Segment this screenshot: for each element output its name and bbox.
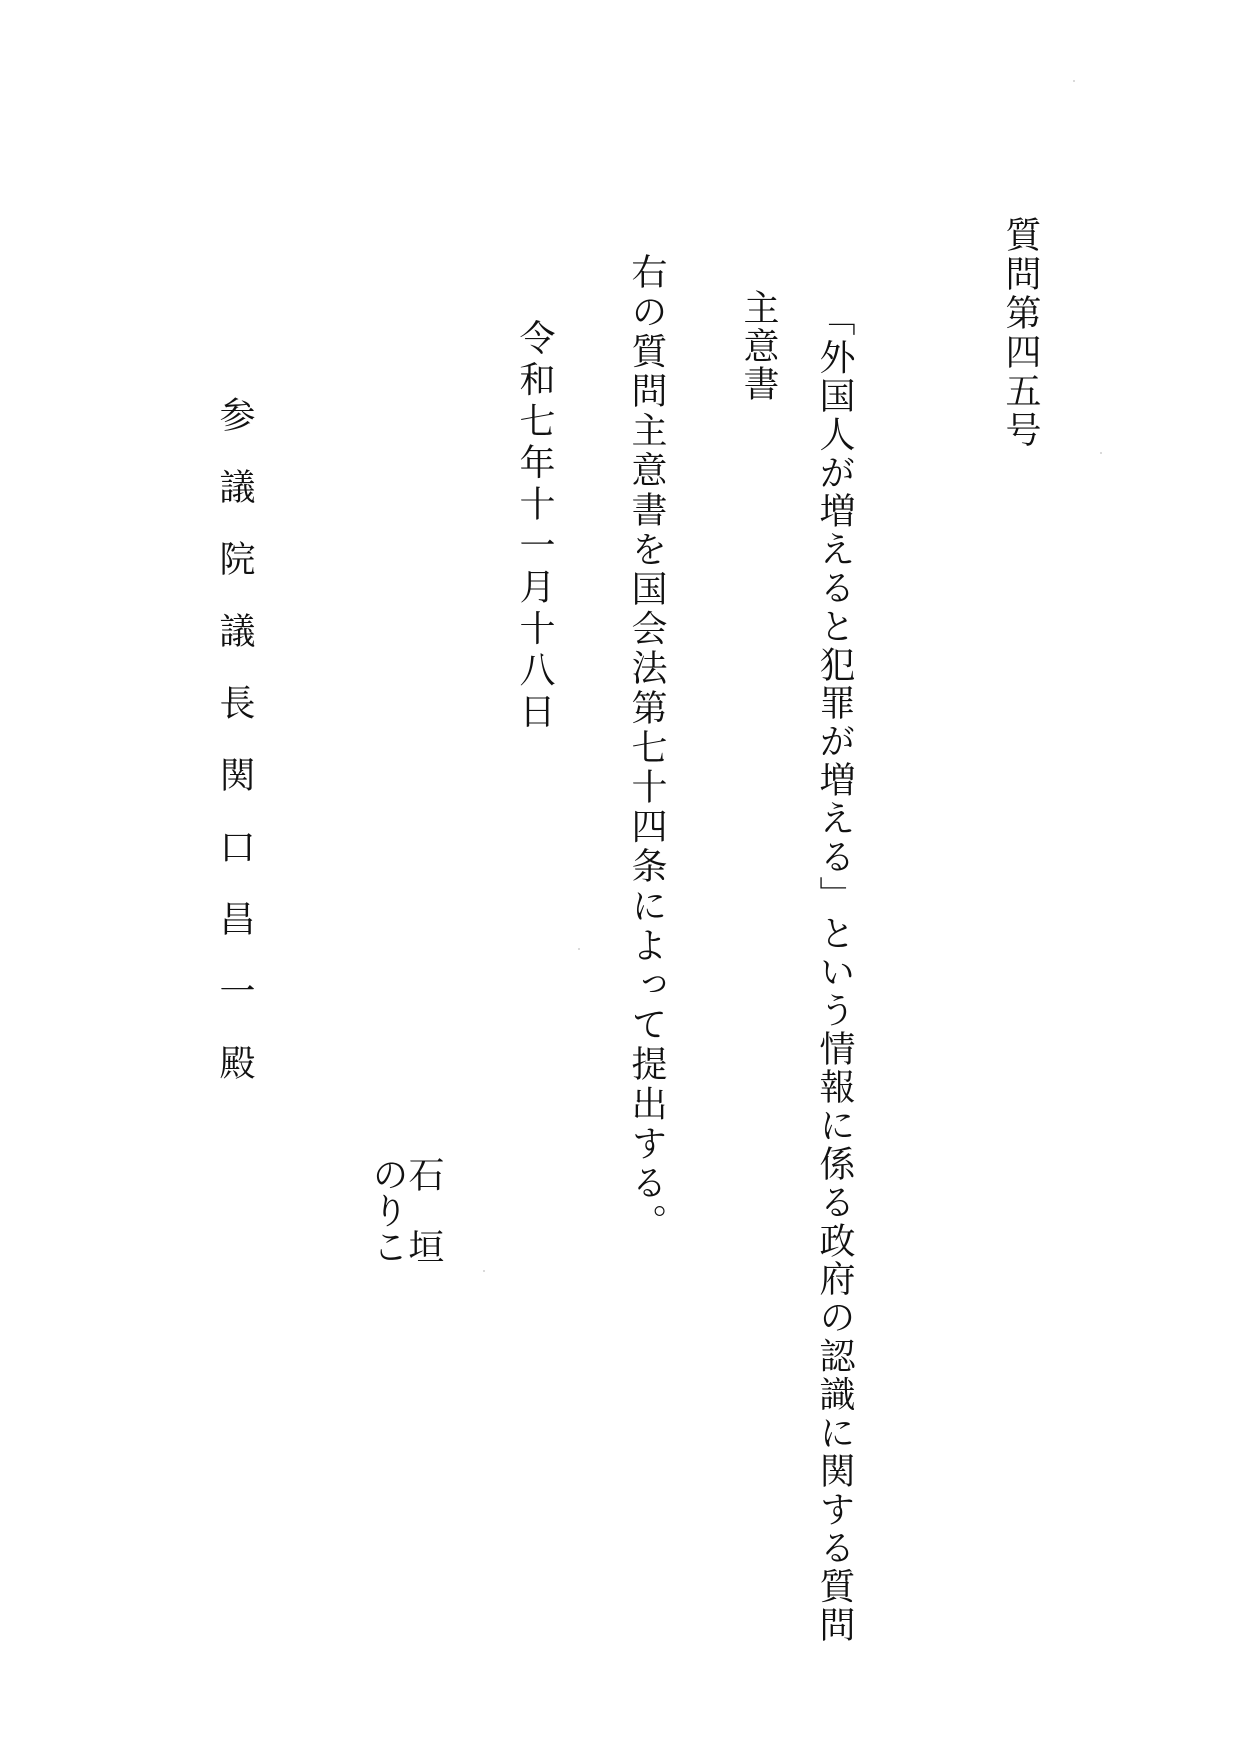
addressee: 参議院議長関口昌一殿	[214, 396, 255, 1116]
author-given-name: のりこ	[367, 1156, 408, 1264]
question-number: 質問第四五号	[1000, 216, 1041, 450]
scan-speck	[1073, 80, 1075, 82]
submission-date: 令和七年十一月十八日	[514, 319, 555, 734]
question-title-line2: 主意書	[738, 289, 779, 403]
question-title-line1: 「外国人が増えると犯罪が増える」という情報に係る政府の認識に関する質問	[814, 300, 855, 1644]
author-name	[367, 1156, 444, 1264]
author-family-name: 石 垣	[403, 1156, 444, 1264]
scan-speck	[578, 948, 580, 950]
scan-speck	[1100, 452, 1102, 454]
submission-statement: 右の質問主意書を国会法第七十四条によって提出する。	[626, 253, 667, 1243]
scan-speck	[483, 1270, 485, 1272]
